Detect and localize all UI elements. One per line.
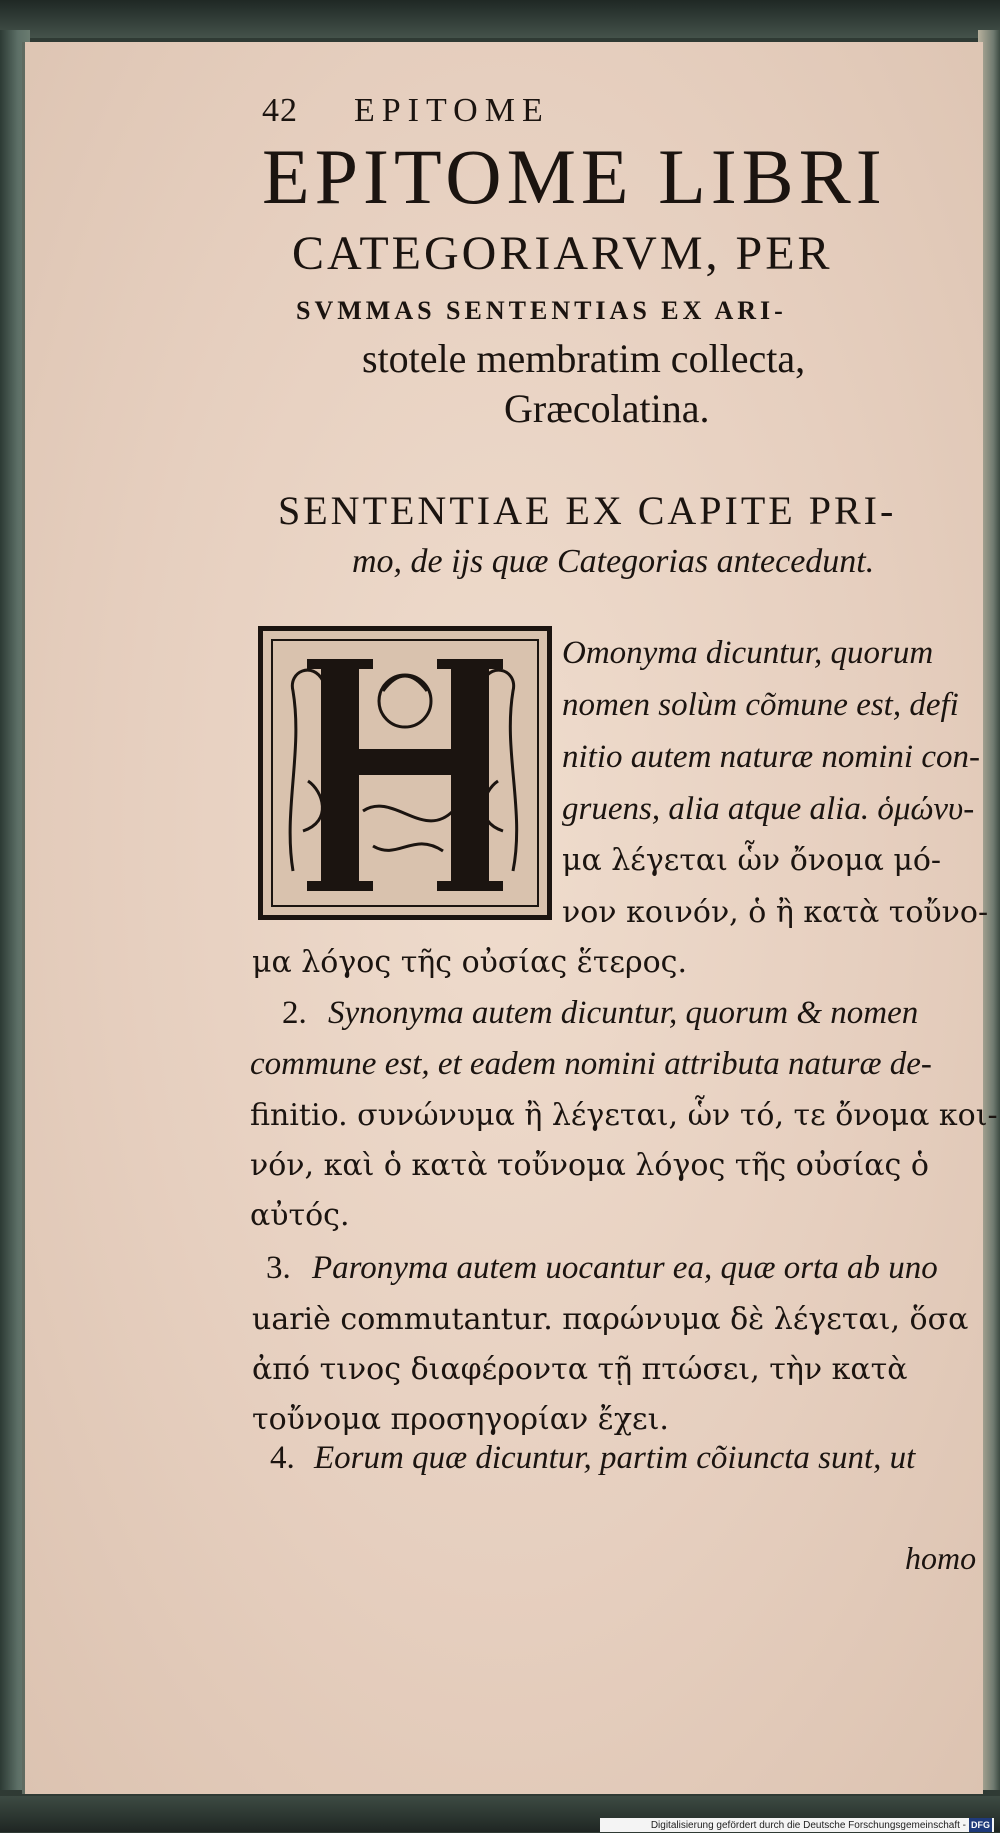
running-head [262, 92, 550, 130]
para2-line-2: commune est, et eadem nomini attributa naturæ de- [250, 1046, 932, 1082]
catchword: homo [905, 1540, 977, 1576]
para2-line-5: αὐτός. [250, 1198, 350, 1233]
para3-line-4: τοὔνομα προσηγορίαν ἔχει. [252, 1402, 669, 1437]
title-line-5: Græcolatina. [504, 386, 710, 431]
page-number: 42 [262, 92, 298, 129]
dfg-logo-icon: DFG [971, 1820, 990, 1830]
title-line-1: EPITOME LIBRI [262, 133, 887, 220]
woodcut-letter-h [307, 659, 503, 891]
running-head-title: EPITOME [354, 92, 550, 129]
para4-number: 4. [270, 1440, 295, 1476]
para1-line-5: μα λέγεται ὧν ὄνομα μό- [562, 843, 942, 878]
para2-line-4: νόν, καὶ ὁ κατὰ τοὔνομα λόγος τῆς οὐσίας ὁ [250, 1148, 929, 1183]
title-line-2: CATEGORIARVM, PER [292, 227, 833, 280]
para3-line-3: ἀπό τινος διαφέροντα τῇ πτώσει, τὴν κατὰ [252, 1352, 908, 1387]
para1-line-2: nomen solùm cõmune est, defi [562, 687, 959, 723]
para1-line-1: Omonyma dicuntur, quorum [562, 635, 934, 671]
para4-line-1: Eorum quæ dicuntur, partim cõiuncta sunt, ut [314, 1440, 916, 1476]
para2-number: 2. [282, 995, 307, 1031]
para1-line-3: nitio autem naturæ nomini con- [562, 739, 980, 775]
woodcut-ornament-icon [263, 631, 547, 915]
para2-line-1: Synonyma autem dicuntur, quorum & nomen [328, 995, 919, 1031]
credit-text: Digitalisierung gefördert durch die Deutsche Forschungsgemeinschaft - [650, 1820, 966, 1831]
para3-line-2: uariè commutantur. παρώνυμα δὲ λέγεται, ὅσα [252, 1302, 969, 1337]
digitization-credit [600, 1818, 994, 1832]
para3-line-1: Paronyma autem uocantur ea, quæ orta ab uno [312, 1250, 938, 1286]
title-line-4: stotele membratim collecta, [362, 336, 806, 381]
section-heading-line-2: mo, de ijs quæ Categorias antecedunt. [352, 543, 875, 580]
title-line-3: SVMMAS SENTENTIAS EX ARI- [296, 296, 787, 325]
section-heading-line-1: SENTENTIAE EX CAPITE PRI- [278, 488, 897, 533]
para1-line-4: gruens, alia atque alia. ὁμώνυ- [562, 791, 975, 827]
para2-line-3: finitio. συνώνυμα ἢ λέγεται, ὧν τό, τε ὄνομα κοι- [250, 1098, 998, 1133]
scan-top-edge [0, 0, 1000, 38]
para3-number: 3. [266, 1250, 291, 1286]
para1-line-6: νον κοινόν, ὁ ἢ κατὰ τοὔνο- [562, 895, 989, 930]
decorated-initial-woodcut [258, 626, 552, 920]
para1-line-7: μα λόγος τῆς οὐσίας ἕτερος. [252, 945, 688, 980]
